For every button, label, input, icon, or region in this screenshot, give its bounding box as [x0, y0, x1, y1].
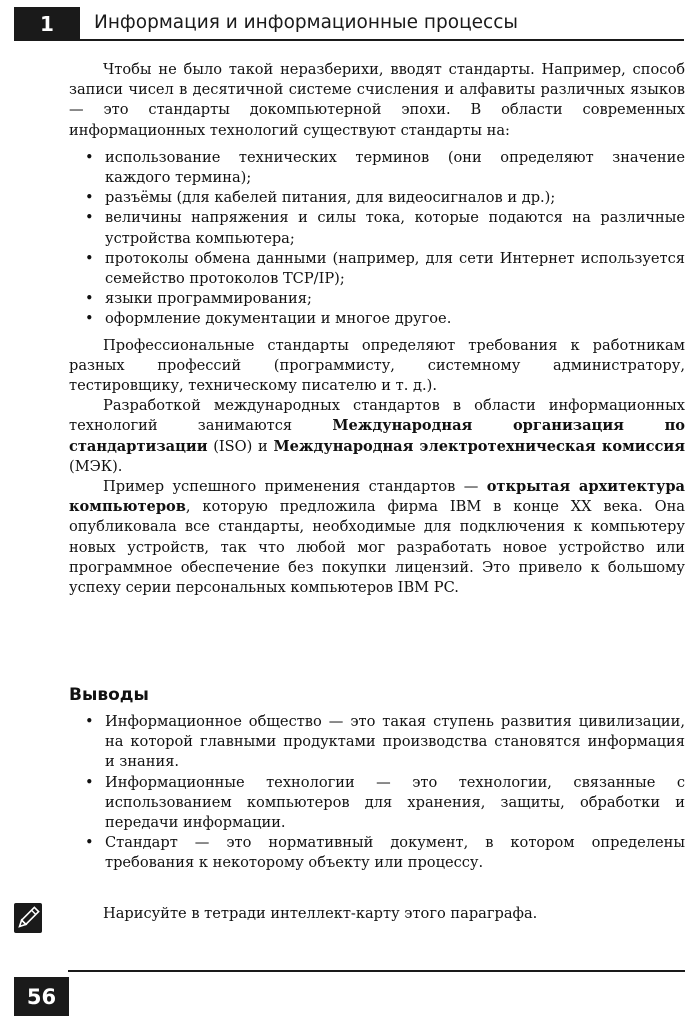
pencil-icon — [14, 903, 42, 933]
list-item: • протоколы обмена данными (например, для сети Интернет используется семейство протоколов TCP/IP); — [85, 249, 685, 288]
list-item: • использование технических терминов (они определяют значение каждого термина); — [85, 148, 685, 187]
bullet-icon: • — [85, 189, 94, 207]
list-item: • Информационное общество — это такая ступень развития цивилизации, на которой главными продуктами производства становятся информация и знания. — [85, 713, 685, 771]
open-architecture-term: открытая архитектура компьютеров — [69, 478, 686, 516]
iec-name: Международная электротехническая комиссия — [273, 437, 685, 455]
list-item: • оформление документации и многое другое. — [69, 309, 685, 329]
header-rule — [80, 39, 684, 41]
bullet-icon: • — [85, 773, 94, 791]
standards-list — [69, 148, 685, 330]
conclusions-list — [69, 712, 685, 874]
bullet-icon: • — [85, 834, 94, 852]
bullet-icon: • — [85, 310, 94, 328]
bullet-icon: • — [85, 148, 94, 166]
architecture-paragraph: Пример успешного применения стандартов — открытая архитектура компьютеров, которую предложила фирма IBM в конце XX века. Она опубликовала все стандарты, необходимые для подключения к компьютеру новых устройств, так что любой мог разработать новое устройство или программное обеспечение без покупки лицензий. Это привело к большому успеху серии персональных компьютеров IBM PC. — [69, 478, 686, 597]
chapter-number: 1 — [14, 7, 80, 41]
intro-paragraph: Чтобы не было такой неразберихи, вводят стандарты. Например, способ записи чисел в десятичной системе счисления и алфавиты различных языков — это стандарты докомпьютерной эпохи. В области современных информационных технологий существуют стандарты на: — [69, 61, 685, 139]
conclusions-heading: Выводы — [69, 685, 149, 705]
task-text: Нарисуйте в тетради интеллект-карту этого параграфа. — [103, 905, 538, 922]
iso-name: Международная организация по стандартизации — [69, 417, 686, 455]
list-item: • языки программирования; — [69, 289, 685, 309]
main-text — [69, 60, 685, 598]
professional-paragraph: Профессиональные стандарты определяют требования к работникам разных профессий (программисту, системному администратору, тестировщику, техническому писателю и т. д.). — [69, 336, 685, 395]
footer-rule — [68, 970, 685, 972]
chapter-title: Информация и информационные процессы — [94, 12, 519, 33]
list-item: • величины напряжения и силы тока, которые подаются на различные устройства компьютера; — [85, 209, 685, 247]
list-item: • Стандарт — это нормативный документ, в котором определены требования к некоторому объекту или процессу. — [85, 834, 685, 872]
bullet-icon: • — [85, 249, 94, 267]
task-block — [14, 900, 686, 934]
page-header — [14, 7, 684, 41]
bullet-icon: • — [85, 290, 94, 308]
bullet-icon: • — [85, 713, 94, 730]
list-item: • Информационные технологии — это технологии, связанные с использованием компьютеров для хранения, защиты, обработки и передачи информации. — [85, 773, 685, 832]
list-item: • разъёмы (для кабелей питания, для видеосигналов и др.); — [69, 188, 685, 208]
conclusions-section — [69, 684, 685, 874]
bullet-icon: • — [85, 209, 94, 227]
page-number: 56 — [14, 977, 69, 1016]
international-paragraph: Разработкой международных стандартов в области информационных технологий занимаются Международная организация по стандартизации (ISO) и Международная электротехническая комиссия (МЭК). — [69, 397, 686, 475]
